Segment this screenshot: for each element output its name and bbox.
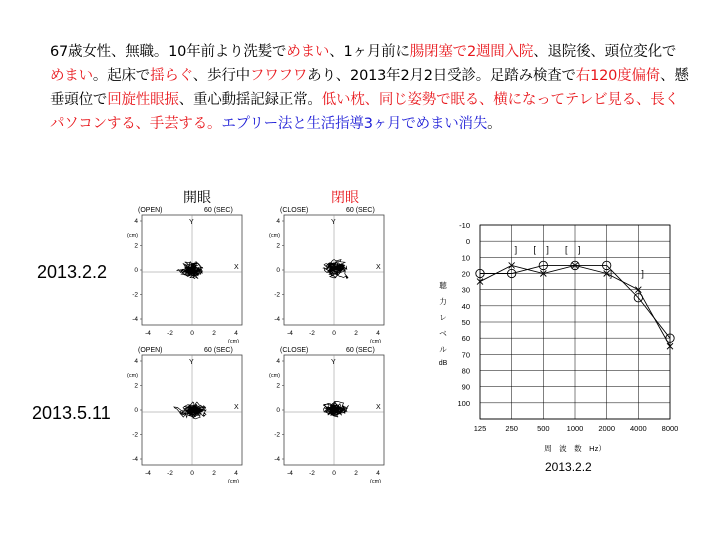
case-text-highlight: 回旋性眼振 [107, 92, 179, 108]
bone-conduction-bracket: ] [578, 244, 581, 255]
audiogram-y-title-char: 力 [439, 297, 447, 306]
audiogram-x-tick-label: 125 [473, 424, 487, 433]
case-text-treatment: エプリー法と生活指導3ヶ月でめまい消失 [221, 116, 488, 132]
mode-tag-label: (OPEN) [138, 347, 163, 354]
audiogram-y-tick-label: 100 [457, 398, 470, 408]
y-tick-label: -4 [132, 316, 138, 323]
audiogram-x-tick-label: 4000 [629, 424, 647, 433]
x-tick-label: 4 [234, 330, 238, 337]
y-axis-letter: Y [331, 219, 336, 226]
eyes-closed-label: 閉眼 [331, 190, 359, 206]
y-tick-label: -2 [132, 431, 138, 439]
eyes-open-label: 開眼 [183, 190, 211, 206]
x-tick-label: 0 [332, 330, 336, 337]
x-tick-label: -4 [287, 470, 293, 477]
x-axis-letter: X [234, 264, 239, 271]
y-tick-label: -4 [132, 456, 138, 463]
y-tick-label: 2 [276, 382, 280, 390]
x-unit-label: (cm) [228, 479, 239, 483]
y-tick-label: 2 [276, 242, 280, 250]
audiogram-x-tick-label: 250 [505, 424, 518, 433]
y-tick-label: 0 [134, 267, 138, 274]
duration-label: 60 (SEC) [204, 347, 233, 354]
x-tick-label: -4 [287, 330, 293, 337]
bone-conduction-bracket: [ [533, 244, 536, 255]
x-tick-label: -2 [309, 470, 315, 477]
stabilogram-closed-first [260, 203, 400, 343]
sway-trace [324, 402, 349, 418]
audiogram-y-unit: dB [438, 360, 448, 367]
audiogram-y-tick-label: 80 [461, 366, 470, 376]
duration-label: 60 (SEC) [204, 207, 233, 214]
x-tick-label: 4 [376, 330, 380, 337]
stabilogram-open-second [118, 343, 258, 483]
y-unit-label: (cm) [269, 233, 280, 239]
audiogram-chart [420, 215, 700, 480]
bone-conduction-bracket: ] [514, 244, 518, 255]
audiogram-y-tick-label: 30 [461, 285, 470, 295]
audiogram-x-tick-label: 1000 [566, 424, 584, 433]
case-text-highlight: 腸閉塞で2週間入院 [409, 44, 534, 60]
y-tick-label: 2 [134, 242, 138, 250]
case-text-part: 67歳女性、無職。10年前より洗髪で [50, 44, 287, 60]
y-axis-letter: Y [189, 219, 194, 226]
audiogram-y-tick-label: 20 [461, 269, 470, 279]
x-tick-label: 2 [212, 330, 216, 337]
audiogram-y-tick-label: 50 [461, 318, 470, 327]
y-tick-label: -2 [274, 431, 280, 439]
audiogram-date-label: 2013.2.2 [545, 460, 592, 474]
duration-label: 60 (SEC) [346, 207, 375, 214]
audiogram-y-tick-label: -10 [459, 221, 470, 230]
case-text-part: 、1ヶ月前に [329, 44, 410, 60]
y-unit-label: (cm) [269, 373, 280, 379]
x-tick-label: 0 [190, 470, 194, 477]
x-unit-label: (cm) [228, 339, 239, 343]
x-tick-label: 2 [354, 330, 358, 337]
audiogram-y-title-char: 聴 [439, 281, 447, 290]
case-text-part: 。起床で [92, 68, 151, 84]
y-tick-label: 0 [276, 407, 280, 414]
x-tick-label: -4 [145, 330, 151, 337]
case-text-highlight: フワフワ [249, 68, 308, 84]
x-tick-label: -4 [145, 470, 151, 477]
y-unit-label: (cm) [127, 233, 138, 239]
case-text-highlight: めまい [286, 44, 330, 60]
bone-conduction-bracket: ] [546, 244, 549, 255]
x-axis-letter: X [376, 264, 381, 271]
x-axis-letter: X [376, 404, 381, 411]
date-label-first: 2013.2.2 [37, 262, 108, 282]
audiogram-x-tick-label: 500 [537, 424, 550, 433]
x-tick-label: 0 [332, 470, 336, 477]
sway-trace [323, 260, 348, 279]
stabilogram-open-first [118, 203, 258, 343]
audiogram-y-tick-label: 0 [465, 237, 470, 247]
x-tick-label: -2 [167, 470, 173, 477]
audiogram-y-title-char: レ [439, 313, 447, 322]
x-tick-label: 4 [234, 470, 238, 477]
y-unit-label: (cm) [127, 373, 138, 379]
y-tick-label: 2 [134, 382, 138, 390]
case-text-part: あり、2013年2月2日受診。足踏み検査で [307, 68, 576, 84]
audiogram-y-tick-label: 70 [461, 350, 470, 360]
audiogram-x-tick-label: 2000 [598, 424, 616, 433]
stabilogram-closed-second [260, 343, 400, 483]
y-tick-label: 0 [134, 407, 138, 414]
y-tick-label: 4 [276, 358, 280, 365]
bone-conduction-bracket: ] [641, 268, 644, 279]
case-description [50, 40, 690, 136]
mode-tag-label: (CLOSE) [280, 347, 309, 354]
case-text-part: 、退院後、頭位変化で [533, 44, 677, 60]
y-tick-label: -2 [132, 291, 138, 299]
audiogram-x-tick-label: 8000 [661, 424, 679, 433]
y-axis-letter: Y [189, 359, 194, 366]
mode-tag-label: (OPEN) [138, 207, 163, 214]
audiogram-y-tick-label: 90 [461, 382, 470, 392]
case-text-part: 、歩行中 [192, 68, 250, 84]
x-axis-letter: X [234, 404, 239, 411]
date-label-second: 2013.5.11 [32, 403, 111, 423]
y-tick-label: 4 [134, 218, 138, 225]
x-unit-label: (cm) [370, 339, 381, 343]
audiogram-y-title-char: ル [439, 345, 447, 354]
case-text-part: 、重心動揺記録正常。 [178, 92, 322, 108]
y-axis-letter: Y [331, 359, 336, 366]
x-tick-label: -2 [167, 330, 173, 337]
mode-tag-label: (CLOSE) [280, 207, 309, 214]
x-unit-label: (cm) [370, 479, 381, 483]
y-tick-label: -4 [274, 316, 280, 323]
x-tick-label: 2 [212, 470, 216, 477]
x-tick-label: 2 [354, 470, 358, 477]
audiogram-y-tick-label: 60 [461, 334, 470, 344]
case-text-highlight: 低い枕、同じ姿勢で眠る、横になってテレビ見る、長くパソコンする、手芸する。 [50, 92, 679, 132]
audiogram-y-tick-label: 10 [461, 253, 470, 263]
case-text-highlight: 右120度偏倚 [575, 68, 661, 84]
y-tick-label: 4 [276, 218, 280, 225]
case-text-part: 、懸垂頭位で [50, 68, 689, 108]
audiogram-y-title-char: ベ [439, 329, 447, 338]
x-tick-label: 0 [190, 330, 194, 337]
y-tick-label: -2 [274, 291, 280, 299]
sway-trace [174, 402, 206, 419]
case-text-highlight: 揺らぐ [150, 68, 193, 84]
y-tick-label: -4 [274, 456, 280, 463]
case-text-highlight: めまい [50, 68, 93, 84]
y-tick-label: 0 [276, 267, 280, 274]
x-tick-label: -2 [309, 330, 315, 337]
audiogram-x-title: 周 波 数 Hz） [544, 444, 606, 453]
y-tick-label: 4 [134, 358, 138, 365]
sway-trace [177, 262, 203, 279]
x-tick-label: 4 [376, 470, 380, 477]
bone-conduction-bracket: ] [609, 268, 613, 279]
case-text-part: 。 [487, 116, 502, 132]
audiogram-y-tick-label: 40 [461, 301, 470, 311]
duration-label: 60 (SEC) [346, 347, 375, 354]
bone-conduction-bracket: [ [565, 244, 568, 255]
